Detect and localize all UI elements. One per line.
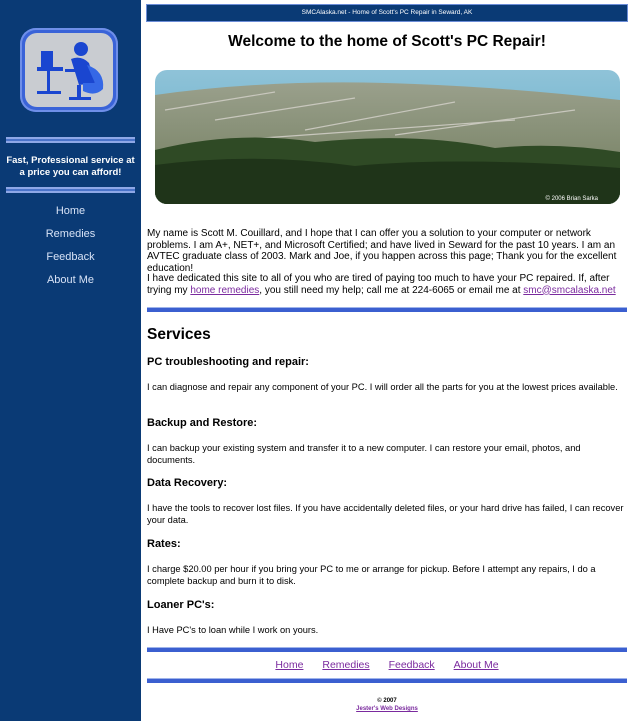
- sidebar: [0, 0, 141, 721]
- intro-paragraph-2: [147, 273, 629, 296]
- service-text: I Have PC's to loan while I work on yours.: [147, 625, 319, 635]
- sidebar-item-remedies[interactable]: Remedies: [45, 228, 96, 240]
- footer-link-feedback[interactable]: Feedback: [388, 659, 435, 671]
- sidebar-divider-bottom: [6, 187, 135, 193]
- services-heading: Services: [147, 326, 211, 343]
- email-link[interactable]: smc@smcalaska.net: [523, 284, 616, 296]
- copyright-text: © 2007: [377, 698, 397, 704]
- footer-link-about-me[interactable]: About Me: [453, 659, 499, 671]
- footer-divider-bottom: [147, 678, 627, 683]
- section-divider: [147, 307, 627, 312]
- copyright: [147, 697, 627, 713]
- service-title: PC troubleshooting and repair:: [147, 356, 309, 368]
- designer-link[interactable]: Jester's Web Designs: [356, 706, 418, 712]
- photo-credit: © 2006 Brian Sarka: [545, 196, 598, 202]
- service-title: Loaner PC's:: [147, 599, 215, 611]
- sidebar-divider-top: [6, 137, 135, 143]
- computer-user-icon: [25, 33, 113, 107]
- intro-text-1: I have dedicated this site to all of you who are tired of paying too much to have your PC repaired. If, after trying my: [147, 273, 610, 296]
- top-banner: SMCAlaska.net - Home of Scott's PC Repair in Seward, AK: [146, 4, 628, 22]
- footer-divider-top: [147, 647, 627, 652]
- sidebar-item-home[interactable]: Home: [55, 205, 86, 217]
- intro-paragraph: My name is Scott M. Couillard, and I hope that I can offer you a solution to your computer or network problems. I am A+, NET+, and Microsoft Certified; and have lived in Seward for the past 10 years. I am an AVTEC graduate class of 2003. Mark and Joe, if you happen across this page; Thank you for the excellent education!: [147, 228, 617, 274]
- sidebar-item-about-me[interactable]: About Me: [46, 274, 95, 286]
- service-title: Backup and Restore:: [147, 417, 258, 429]
- seward-aerial-photo: [155, 70, 620, 204]
- page-title: Welcome to the home of Scott's PC Repair!: [228, 33, 546, 50]
- intro-text-2: , you still need my help; call me at 224-6065 or email me at: [259, 284, 524, 296]
- service-title: Rates:: [147, 538, 181, 550]
- home-remedies-link[interactable]: home remedies: [190, 284, 260, 296]
- service-text: I can backup your existing system and transfer it to a new computer. I can restore your email, photos, and documents.: [147, 443, 581, 465]
- footer-link-home[interactable]: Home: [275, 659, 304, 671]
- logo: [20, 28, 118, 112]
- footer-link-remedies[interactable]: Remedies: [322, 659, 370, 671]
- service-text: I have the tools to recover lost files. If you have accidentally deleted files, or your hard drive has failed, I can recover your data.: [147, 503, 624, 525]
- sidebar-nav: [0, 204, 141, 296]
- service-title: Data Recovery:: [147, 477, 228, 489]
- footer-nav: [147, 659, 627, 671]
- sidebar-item-feedback[interactable]: Feedback: [46, 251, 95, 263]
- service-text: I charge $20.00 per hour if you bring your PC to me or arrange for pickup. Before I attempt any repairs, I do a complete backup and burn it to disk.: [147, 564, 596, 586]
- tagline: Fast, Professional service at a price you can afford!: [6, 155, 135, 178]
- service-text: I can diagnose and repair any component of your PC. I will order all the parts for you at the lowest prices available.: [147, 382, 618, 392]
